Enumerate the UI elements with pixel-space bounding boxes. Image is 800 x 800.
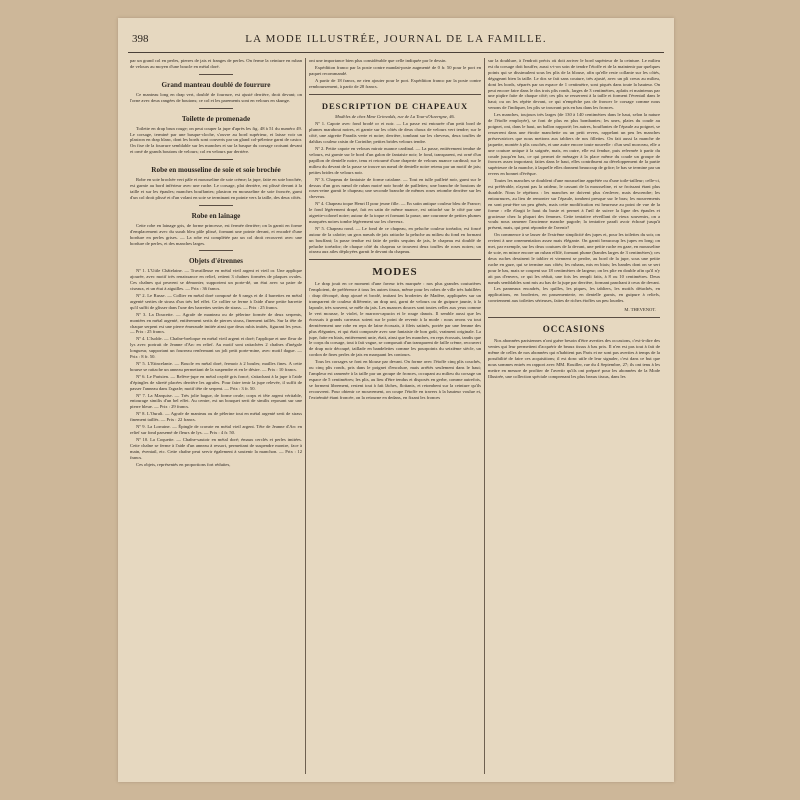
section-heading-promenade: Toilette de promenade: [181, 114, 251, 123]
paragraph: Ce manteau long en drap vert, doublé de fourrure, est ajusté derrière, droit devant; on l'orne avec deux rangées de boutons; ce col et les parements sont en velours en skunge.: [130, 91, 302, 103]
item-paragraph: Nº 5. Chapeau rond. — Le fond de ce chapeau, en peluche couleur toréador, est foncé autour de la calotte; un gros nœuds de jais rattache la peluche au milieu du fond en formant un bouffant; la passe tendue est faite de petits sequins de jais, le chapeau est doublé de peluche toréador; de chaque côté du chapeau se trouvent deux touffes de roses noires; un oiseau aux ailes déployées garnit le devant du chapeau.: [309, 225, 481, 255]
paragraph: Ces objets, représentés en proportions fort réduites,: [136, 461, 231, 467]
column-rule: [305, 58, 306, 774]
paragraph: Les panneaux encadrés, les quilles, les piques, les tabliers, les motifs détachés, en applications, en broderies, en passementerie, en dentelle garnis, en guipure à reliefs, conviennent aux toilettes sérieuses, faites de riches étoffes un peu lourdes.: [488, 286, 660, 304]
item-paragraph: Nº 6. Le Parisien. — Relève-jupe en métal oxydé gris foncé, s'attachant à la jupe à l'aide d'épingles de sûreté placées derrière les agrafes. Pour faire tenir la jupe relevée, il suffit de passer l'anneau dans l'agrafe; motif tête de serpent. — Prix : 3 fr. 50.: [130, 373, 302, 391]
paragraph: ont une importance bien plus considérable que celle indiquée par le dessin.: [309, 58, 447, 63]
paragraph: Le drap jouit en ce moment d'une faveur très marquée : nos plus grandes couturières l'emploient, de préférence à tous les autres tissus, même pour les robes de ville très habillées : drap découpé, drap ajouré et brodé, imitant les broderies de Madère, appliquées sur un transparent de couleur différente, un drap uni, garni de velours ou de guipure jaunie, à la lapoule, très souvent, se mêle du jais. Les nuances douces sont toutes celles aux yeux comme le vert mousse, le violet, le marron-capucin et le rouge danois. Il semble aussi que les écossais à grands carreaux soient sur le point de revenir à la mode : nous avons vu tout dernièrement une robe en reps de laine écossais, à filets satinés, portée par une femme des plus élégantes, et qui était composée avec une fantaisie de bon goût, vraiment originale. La jupe, faite en biais, entièrement unie, était, ainsi que les manches, en reps écossais, tandis que le corps du corsage, tout à fait vague, se composait d'un transparent de faille crème, recouvert de drap noir découpé, taillade en bandelettes comme les pourpoints du seizième siècle, un cordon de fines perles de jais en marquant les contours.: [309, 281, 481, 358]
separator: [199, 159, 233, 160]
item-paragraph: Nº 4. Chapeau toque Henri II pour jeune fille. — En satin antique couleur bleu de France; le fond légèrement drapé, fait en satin de même nuance, est rattaché sur le côté par une aigrette-colonel noire; autour de la toque et formant la passe, une couronne de petites plumes marquées noires tombe légèrement sur les cheveux.: [309, 201, 481, 224]
separator: [199, 74, 233, 75]
column-left: [130, 58, 302, 776]
page-number: 398: [132, 33, 149, 45]
separator: [199, 108, 233, 109]
paragraph: sur la doublure, à l'endroit précis où doit arriver le bord supérieur de la ceinture. Le milieu est du corsage doit bouffer, aussi s-t-on soin de tendre l'étoffe et de la maintenir par quelques points qui se dissimulent sous les plis de la blouse, afin qu'elle reste collante sur les côtés, dégageant bien la taille. Le dos se fait sans couture, très ajusté, avec un pli creux au milieu, dont les bords, séparés par un espace de 1 centimètre, sont piqués dans toute la hauteur. On peut encore faire dans le dos trois plis ronds, larges de 3 centimètres, aplatis et maintenus par une piqûre faite de chaque côté; ces plis se resserrent à la taille et forment l'éventail dans le haut; ou on les répète devant, ce qui n'empêche pas de froncer le corsage comme nous venons de l'indiquer, les plis se trouvant pris en bas dans les fronces.: [488, 58, 660, 111]
section-heading-chapeaux: DESCRIPTION DE CHAPEAUX: [321, 100, 469, 111]
item-paragraph: Nº 1. L'Utile Châtelaine. — Travailleuse en métal vieil argent et vieil or. Une applique ajourée, avec motif très renaissance en relief, retient 3 chaînes formées de plaques ovales. Ces chaînes qui peuvent se démonter, supportent un porte-dé, un étui avec sa paire de ciseaux, et un étui à aiguilles. — Prix : 36 francs.: [130, 268, 302, 292]
item-paragraph: Nº 2. Le Russe. — Collier en métal doré composé de 6 rangs et de 4 barrettes en métal argenté serties de strass d'un très bel effet. Ce collier se ferme à l'aide d'une petite barrette qu'il suffit de glisser dans l'une des barrettes serties de strass. — Prix : 25 francs.: [130, 293, 302, 310]
section-heading-lainage: Robe en lainage: [191, 211, 241, 220]
column-middle: [309, 58, 481, 776]
item-paragraph: Nº 7. La Marquise. — Très jolie bague, de forme ovale; corps et tête argent véritable, entourage similis d'un bel effet. Au centre, est un bouquet serti de similis reposant sur une pierre bleue. — Prix : 29 francs.: [130, 392, 302, 410]
section-heading-occasions: OCCASIONS: [542, 324, 606, 335]
separator: [488, 317, 660, 318]
newspaper-page: [118, 18, 674, 782]
paragraph: Nos abonnées parisiennes n'ont guère besoin d'être averties des occasions, c'est-à-dire des ventes qui leur permettent d'acquérir de beaux tissus à bas prix. Il n'en est pas tout à fait de même de celles de nos abonnées qui n'habitent pas Paris et ne sont pas averties à temps de la possibilité de faire ces acquisitions; il est donc utile de leur signaler, c'est dans ce but que nous sommes entrés en rapport avec MM. Rouiller, rue du 4 Septembre, 27; ils ont tenu à les mettre en mesure de profiter de l'avertir qu'ils ont préparé pour les abonnées de la Mode Illustrée, une collection spéciale comprenant les plus beaux tissus, dans les: [488, 338, 660, 379]
item-paragraph: Nº 3. Chapeau de fantaisie de forme catalane. — Tout en tulle pailleté noir, garni sur le dessus d'un gros nœud de ruban moiré noir brodé de paillettes; une branche de boutons de roses-reine garnit le chapeau; une seconde branche de mêmes roses retombe derrière sur les cheveux.: [309, 176, 481, 200]
item-paragraph: Nº 9. La Lorraine. — Épingle de cravate en métal vieil argent. Tête de Jeanne d'Arc en relief sur fond parsemé de fleurs de lys. — Prix : 4 fr. 50.: [130, 424, 302, 435]
paragraph: Toilette en drap brun rouge; on peut couper la jupe d'après les fig. 48 à 51 du numéro 49. Le corsage, terminé par une basque-cloche, s'ouvre au bord supérieur, et laisse voir un plastron en drap blanc, dont les bords sont couverts par un gland col-pèlerine garni de castor. On fixe de la fourrure semblable sur les manches et sur la basque du corsage croisant devant et orné de grands boutons de velours; col en velours par derrière.: [130, 125, 302, 155]
paragraph: A partir de 18 francs, ne rien ajouter pour le port. Expédition franco par la poste contre remboursement, à partir de 28 francs.: [309, 77, 481, 89]
paragraph: par un grand col en perles, pierres de jais et franges de perles. On ferme la ceinture en ruban de velours au moyen d'une boucle en métal doré.: [130, 58, 302, 69]
item-paragraph: Nº 5. L'Etincelante. — Boucle en métal doré, fermoir à 2 boules; mailles fines. A cette bourse se rattache un anneau permettant de la suspendre et en le désire. — Prix : 10 francs.: [130, 361, 302, 372]
item-paragraph: Nº 2. Petite capote en velours miroir nuance cardinal. — La passe, entièrement tendue de velours, est garnie sur le bord d'un galon de fantaisie noir; le fond, transparent, est orné d'un papillon de dentelle noire, tenu et retourné d'une draperie de velours nuance cardinal; sur le milieu du devant de la passe se trouve un nœud de dentelle noire retenu par un motif de jais; petites brides de velours noir.: [309, 146, 481, 175]
column-rule: [484, 58, 485, 774]
paragraph: On commence à se lasser de l'extrême simplicité des jupes et, pour les toilettes du soir, on revient à une ornementation assez mais élégante. On garnit beaucoup les jupes en long; on met, par exemple, sur les deux coutures de la devant, une petite ruche en gaze, en mousseline de soie, en mince encore un ruban effilé, formant plume (bandes larges de 3 centimètres); ces deux ruches dessinent le tablier et viennent se perdre, au bord de la jupe, sous une petite ruche en gaze, qui se termine aux côtés; les rubans, mis en biais; les bandes dont on se sert pour le bas, mais se coupent sur 18 centimètres de largeur; on les plie en double afin qu'il n'y ait pas d'envers, ce qui les réduit, une fois les rempli faits, à 8 ou 10 centimètres. Deux nœuds semblables sont mis au bas de la jupe par derrière, formant panchant à ceux de devant.: [488, 232, 660, 285]
paragraph: Tous les corsages se font en blouse par devant. On forme avec l'étoffe cinq plis couchés, ou cinq plis ronds, pris dans le poignet d'encolure, mais arrêtés seulement dans le haut; l'ampleur est ramenée à la taille par un groupe de fronces, occupant au milieu du corsage un espace de 5 centimètres; les plis, au lieu d'être tendus et disposés en gerbe, comme autrefois, se forment librement, restent tout à fait lâches, flottants, et retombent sur la ceinture qu'ils recouvrent. Pour obtenir ce mouvement, on coupe l'étoffe en travers à la hauteur voulue et, l'extrémité étant froncée, on la retourne en dedans, en fixant les fronces: [309, 359, 481, 400]
section-heading-modes: MODES: [372, 266, 418, 279]
item-paragraph: Nº 1. Capote avec fond brodé or et noir. — La passe est entourée d'un petit bord de plumes marabout noires, et garnie sur les côtés de deux choux de velours vert tendre; sur le côté, une aigrette Paradis verte et noire; derrière, tombant sur les cheveux, deux touffes de dahlias couleur raisin de Corinthe; petites brides velours tendre.: [309, 121, 481, 145]
item-paragraph: Nº 4. L'Isolde. — Chaîne-breloque en métal vieil argent et doré; l'applique et une fleur de lys avec portrait de Jeanne d'Arc en relief. Au motif sont rattachées 2 chaînes d'inégale longueur, supportant un fourreau renfermant un joli petit porte-mine, avec motif dague. — Prix : 8 fr. 50.: [130, 336, 302, 360]
section-subtitle: Modèles de chez Mme Grinvalds, rue de La Tour-d'Auvergne, 46.: [335, 113, 455, 119]
separator: [309, 259, 481, 260]
paragraph: Expédition franco par la poste contre mandat-poste augmenté de 0 fr. 50 pour le port en paquet recommandé.: [309, 64, 481, 76]
item-paragraph: Nº 8. L'Ourali. — Agrafe de manteau ou de pèlerine tout en métal argenté serti de strass finement taillés. — Prix : 22 francs.: [130, 411, 302, 423]
page-header: [128, 30, 664, 53]
item-paragraph: Nº 10. La Coquette. — Chaîne-sautoir en métal doré; émaux cerclés et perles imitées. Cette chaîne se ferme à l'aide d'un anneau à ressort, permettant de suspendre montre, face à main, éventail, etc. Cette chaîne peut servir également à soutenir la manchon. — Prix : 12 francs.: [130, 436, 302, 460]
paragraph: Les manches, toujours très larges (de 130 à 140 centimètres dans le haut, selon la nature de l'étoffe employée), se font de plus en plus bombantes; les unes, plates du coude au poignet, ont, dans le haut, un ballon rapporté; les autres, bouffantes de l'épaule au poignet, se resserrent dans une étroite manchette ou un petit revers, rappelant un peu les manches préservatrices que nous mettons aux tabliers de nos fillettes. On fait aussi la manche de jaquette, montée à plis couchés, et une autre encore toute nouvelle : d'un seul morceau, elle a une couture unique à la saignée, mais, en outre, elle est fendue, puis refermée à partir du coude jusqu'en bas, ce qui permet de ménager à la place même du coude un groupe de fronces assez important; faites dans le haut, elles contribuent au développement de la partie supérieure de la manche, à laquelle elles donnent beaucoup de grâce; le bas se termine par un revers en bonnet d'évêque.: [488, 112, 660, 177]
column-right: [488, 58, 660, 776]
paragraph: Toutes les manches se doublent d'une mousseline apprêtée ou d'une toile-tailleur; celle-ci, est préférable, n'ayant pas la raideur, le cassant de la mousseline, et se froissant étant plus durable. Nous le répétons : les manches ne doivent plus s'enlever, mais descendre; les entournures, au lieu de remonter sur l'épaule, tombent presque sur le bras; les mouvements en sont peut-être un peu gênés, mais cette modification est heureuse au point de vue de la forme : elle élargit le haut du buste et permet à l'œil de suivre la ligne des épaules et gracieuse chez la plupart des femmes. Cette tentative réveillant de vieux souvenirs, on a voulu nous ramener l'ancienne manche pagode; la tentative paraît avoir échoué jusqu'à présent, mais, qui peut répondre de l'avenir?: [488, 178, 660, 231]
item-paragraph: Nº 3. La Doucette. — Agrafe de manteau ou de pèlerine formée de deux serpents, montées en métal argenté, entièrement sertis de pierres strass, finement taillés. Sur la tête de chaque serpent est une pierre émeraude imitée ainsi que deux rubis imités, figurant les yeux. — Prix : 25 francs.: [130, 311, 302, 335]
paragraph: Robe en soie brochée vert pâle et mousseline de soie crème; la jupe, faite en soie brochée, est garnie au bord inférieur avec une ruche. Le corsage, plat derrière, est plissé devant à la taille et sur les épaules; manches bouffantes; plastron en mousseline de soie froncée, garni d'un col droit plissé et d'un volant en soie se terminant en pointe vers la taille, des deux côtés.: [130, 177, 302, 200]
paragraph: Cette robe en lainage gris, de forme princesse, est fermée derrière; on la garnit en forme d'emplacement avec du surah bleu pâle plissé, formant une pointe devant, et encadré d'une bordure en perles grises. — La robe est complétée par un col droit recouvert avec une bordure de perles, et des manches larges.: [130, 222, 302, 246]
running-title: LA MODE ILLUSTRÉE, JOURNAL DE LA FAMILLE.: [245, 33, 547, 45]
section-heading-mousseline: Robe en mousseline de soie et soie brochée: [151, 166, 281, 175]
separator: [199, 205, 233, 206]
author-signature: M. THEVENOT.: [624, 307, 656, 313]
separator: [309, 94, 481, 95]
separator: [199, 250, 233, 251]
section-heading-manteau: Grand manteau doublé de fourrure: [161, 80, 271, 89]
section-heading-etrennes: Objets d'étrennes: [189, 257, 243, 266]
